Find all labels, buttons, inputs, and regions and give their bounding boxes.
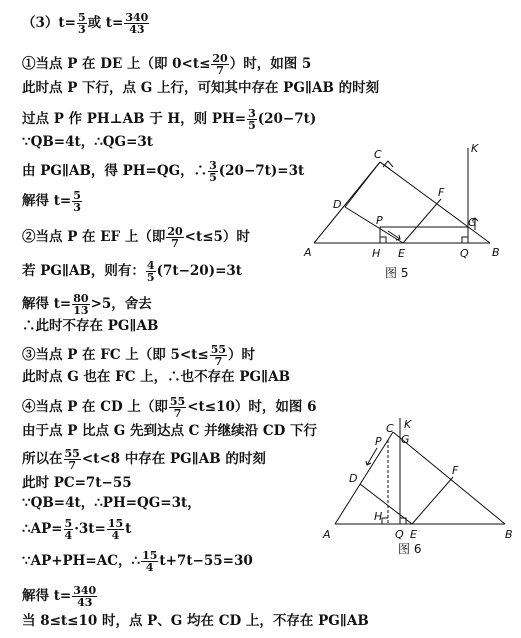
line-8: ②当点 P 在 EF 上（即 $\frac{20}{7}$ <t≤5）时	[22, 225, 250, 250]
label-A: A	[323, 528, 331, 541]
label-E: E	[398, 247, 405, 260]
line-18: ∵QB=4t，∴PH=QG=3t，	[22, 495, 201, 511]
label-Q: Q	[395, 528, 404, 541]
fraction: $\frac{15}{4}$	[107, 517, 124, 542]
line-3: 此时点 P 下行，点 G 上行，可知其中存在 PG∥AB 的时刻	[22, 80, 380, 96]
figure-5	[300, 140, 510, 285]
line-5: ∵QB=4t，∴QG=3t	[22, 134, 154, 150]
label-E: E	[410, 528, 417, 541]
fraction: $\frac{3}{5}$	[248, 107, 256, 132]
segment-DC	[345, 162, 380, 207]
segment-DE	[345, 207, 403, 243]
segment-EF	[403, 199, 441, 243]
fraction: $\frac{340}{43}$	[125, 11, 149, 36]
fraction: $\frac{20}{7}$	[212, 52, 228, 77]
label-K: K	[471, 142, 479, 155]
line-17: 此时 PC=7t−55	[22, 475, 132, 491]
fraction: $\frac{20}{7}$	[167, 225, 183, 250]
right-angle-C	[383, 161, 393, 167]
fraction: $\frac{4}{5}$	[146, 259, 155, 284]
right-angle-H	[382, 518, 388, 524]
label-F: F	[452, 464, 459, 477]
figure-5-caption: 图 5	[385, 266, 409, 280]
line-19: ∴AP= $\frac{5}{4}$ ·3t= $\frac{15}{4}$ t	[22, 517, 132, 542]
arrow-P	[367, 448, 377, 465]
line-4: 过点 P 作 PH⊥AB 于 H，则 PH= $\frac{3}{5}$ (20−7t)	[22, 107, 317, 132]
label-C: C	[374, 148, 382, 161]
line-12: ③当点 P 在 FC 上（即 5<t≤ $\frac{55}{7}$ ）时	[22, 343, 256, 368]
line-1: （3）t= $\frac{5}{3}$ 或 t= $\frac{340}{43}$	[22, 11, 149, 36]
line-15: 由于点 P 比点 G 先到达点 C 并继续沿 CD 下行	[22, 423, 317, 439]
line-13: 此时点 G 也在 FC 上，∴也不存在 PG∥AB	[22, 369, 291, 385]
line-21: 解得 t= $\frac{340}{43}$	[22, 584, 97, 609]
segment-CB	[393, 432, 505, 524]
fraction: $\frac{5}{3}$	[77, 11, 86, 36]
fraction: $\frac{15}{4}$	[142, 549, 158, 574]
segment-AC	[335, 432, 393, 524]
line-9: 若 PG∥AB，则有： $\frac{4}{5}$ (7t−20)=3t	[22, 259, 243, 284]
label-F: F	[438, 186, 445, 199]
line-11: ∴此时不存在 PG∥AB	[22, 318, 159, 334]
segment-EF	[412, 477, 453, 524]
segment-CF	[380, 162, 390, 169]
label-B: B	[505, 528, 513, 541]
line-22: 当 8≤t≤10 时，点 P、G 均在 CD 上，不存在 PG∥AB	[22, 613, 369, 629]
label-G: G	[468, 216, 477, 229]
line-16: 所以在 $\frac{55}{7}$ <t<8 中存在 PG∥AB 的时刻	[22, 447, 266, 472]
label-A: A	[304, 246, 312, 259]
fraction: $\frac{3}{5}$	[209, 159, 217, 184]
label-K: K	[404, 418, 412, 431]
fraction: $\frac{5}{4}$	[64, 517, 73, 542]
fraction: $\frac{55}{7}$	[210, 343, 227, 368]
fraction: $\frac{55}{7}$	[64, 447, 80, 472]
label-Q: Q	[460, 247, 469, 260]
fraction: $\frac{80}{13}$	[73, 292, 89, 317]
line-7: 解得 t= $\frac{5}{3}$	[22, 189, 81, 214]
fraction: $\frac{340}{43}$	[73, 584, 97, 609]
line-10: 解得 t= $\frac{80}{13}$ >5，舍去	[22, 292, 152, 317]
label-G: G	[401, 433, 410, 446]
right-angle-H	[380, 237, 386, 243]
line-20: ∵AP+PH=AC，∴ $\frac{15}{4}$ t+7t−55=30	[22, 549, 253, 574]
figure-6	[315, 410, 515, 560]
label-D: D	[349, 472, 358, 485]
line-14: ④当点 P 在 CD 上（即 $\frac{55}{7}$ <t≤10）时，如图 6	[22, 395, 317, 420]
segment-CB	[380, 162, 490, 243]
figure-6-caption: 图 6	[398, 542, 422, 556]
label-B: B	[492, 246, 500, 259]
line-6: 由 PG∥AB，得 PH=QG，∴ $\frac{3}{5}$ (20−7t)=3t	[22, 159, 305, 184]
fraction: $\frac{55}{7}$	[169, 395, 186, 420]
right-angle-Q	[462, 237, 468, 243]
label-H: H	[374, 510, 383, 523]
label-P: P	[376, 214, 383, 227]
line-2: ①当点 P 在 DE 上（即 0<t≤ $\frac{20}{7}$ ）时，如图 5	[22, 52, 312, 77]
label-C: C	[386, 422, 394, 435]
label-H: H	[372, 247, 381, 260]
fraction: $\frac{5}{3}$	[73, 189, 81, 214]
label-P: P	[375, 435, 382, 448]
label-D: D	[333, 198, 342, 211]
